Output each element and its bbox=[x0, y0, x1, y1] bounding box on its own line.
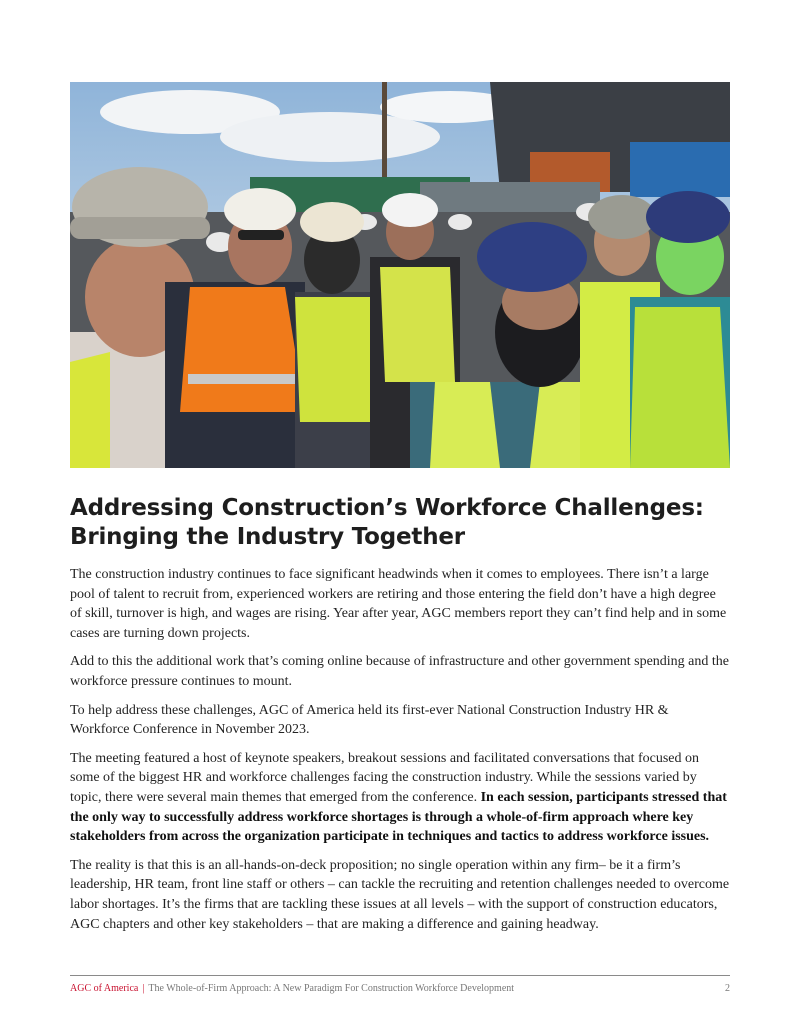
footer-brand: AGC of America bbox=[70, 983, 139, 994]
footer-doc-title: The Whole-of-Firm Approach: A New Paradigm For Construction Workforce Development bbox=[148, 983, 515, 994]
page-footer bbox=[70, 983, 730, 995]
article-body bbox=[70, 565, 730, 943]
paragraph-4-text: The meeting featured a host of keynote speakers, breakout sessions and facilitated conversations that focused on some of the biggest HR and workforce challenges facing the construction industry. While the sessions varied by topic, there were several main themes that emerged from the conference. bbox=[70, 750, 700, 805]
page-number: 2 bbox=[725, 983, 730, 994]
paragraph-5: The reality is that this is an all-hands-on-deck proposition; no single operation within any firm– be it a firm’s leadership, HR team, front line staff or others – can tackle the recruiting and retention challenges needed to overcome labor shortages. It’s the firms that are tackling these issues at all levels – with the support of construction educators, AGC chapters and other key stakeholders – that are making a difference and gaining headway. bbox=[70, 857, 730, 932]
construction-workers-photo bbox=[70, 82, 730, 468]
paragraph-3: To help address these challenges, AGC of America held its first-ever National Construction Industry HR & Workforce Conference in November 2023. bbox=[70, 702, 669, 738]
title-line-2: Bringing the Industry Together bbox=[70, 524, 465, 550]
paragraph-2: Add to this the additional work that’s coming online because of infrastructure and other government spending and the workforce pressure continues to mount. bbox=[70, 654, 729, 689]
paragraph-4 bbox=[70, 749, 730, 847]
footer-separator: | bbox=[142, 983, 145, 994]
footer-left bbox=[70, 983, 514, 995]
title-line-1: Addressing Construction’s Workforce Challenges: bbox=[70, 495, 704, 521]
paragraph-4-bold: In each session, participants stressed that the only way to successfully address workforce shortages is through a whole-of-firm approach where key stakeholders from across the organization participate in techniques and tactics to address workforce issues. bbox=[70, 789, 727, 845]
footer-divider bbox=[70, 975, 730, 976]
construction-workers-icon bbox=[70, 82, 730, 468]
page-title bbox=[70, 494, 730, 552]
paragraph-1: The construction industry continues to face significant headwinds when it comes to employees. There isn’t a large pool of talent to recruit from, experienced workers are retiring and those entering the field don’t have a high degree of skill, turnover is high, and wages are rising. Year after year, AGC members report they can’t find help and in some cases are turning down projects. bbox=[70, 567, 727, 641]
